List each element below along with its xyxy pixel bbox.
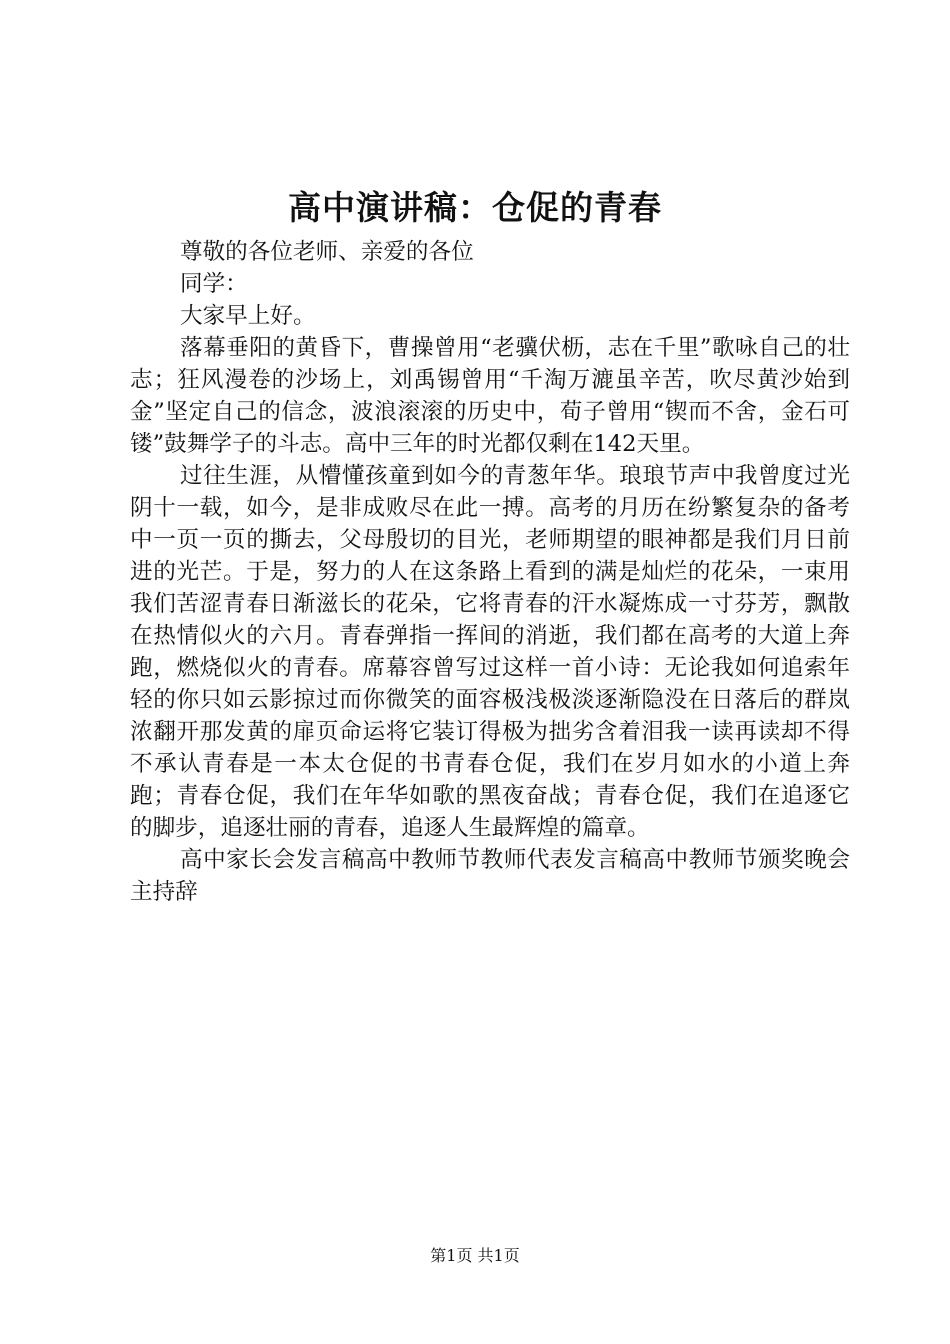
paragraph-1: 落幕垂阳的黄昏下，曹操曾用“老骥伏枥，志在千里”歌咏自己的壮志；狂风漫卷的沙场上，刘禹锡曾用“千淘万漉虽辛苦，吹尽黄沙始到金”坚定自己的信念，波浪滚滚的历史中，荀子曾用“锲而不舍，金石可镂”鼓舞学子的斗志。高中三年的时光都仅剩在142天里。 bbox=[130, 335, 850, 457]
greeting-line-1: 尊敬的各位老师、亲爱的各位 bbox=[180, 239, 474, 265]
document-body bbox=[130, 236, 850, 908]
document-title: 高中演讲稿：仓促的青春 bbox=[288, 188, 662, 227]
paragraph-3: 高中家长会发言稿高中教师节教师代表发言稿高中教师节颁奖晚会主持辞 bbox=[130, 847, 850, 905]
page-number: 第1页 共1页 bbox=[430, 1246, 520, 1265]
morning-greeting: 大家早上好。 bbox=[180, 303, 316, 329]
greeting-line-2: 同学： bbox=[180, 271, 248, 297]
paragraph-2: 过往生涯，从懵懂孩童到如今的青葱年华。琅琅节声中我曾度过光阴十一载，如今，是非成败尽在此一搏。高考的月历在纷繁复杂的备考中一页一页的撕去，父母殷切的目光，老师期望的眼神都是我们月日前进的光芒。于是，努力的人在这条路上看到的满是灿烂的花朵，一束用我们苦涩青春日渐滋长的花朵，它将青春的汗水凝炼成一寸芬芳，飘散在热情似火的六月。青春弹指一挥间的消逝，我们都在高考的大道上奔跑，燃烧似火的青春。席幕容曾写过这样一首小诗：无论我如何追索年轻的你只如云影掠过而你微笑的面容极浅极淡逐渐隐没在日落后的群岚浓翻开那发黄的扉页命运将它装订得极为拙劣含着泪我一读再读却不得不承认青春是一本太仓促的书青春仓促，我们在岁月如水的小道上奔跑；青春仓促，我们在年华如歌的黑夜奋战；青春仓促，我们在追逐它的脚步，追逐壮丽的青春，追逐人生最辉煌的篇章。 bbox=[130, 463, 850, 841]
